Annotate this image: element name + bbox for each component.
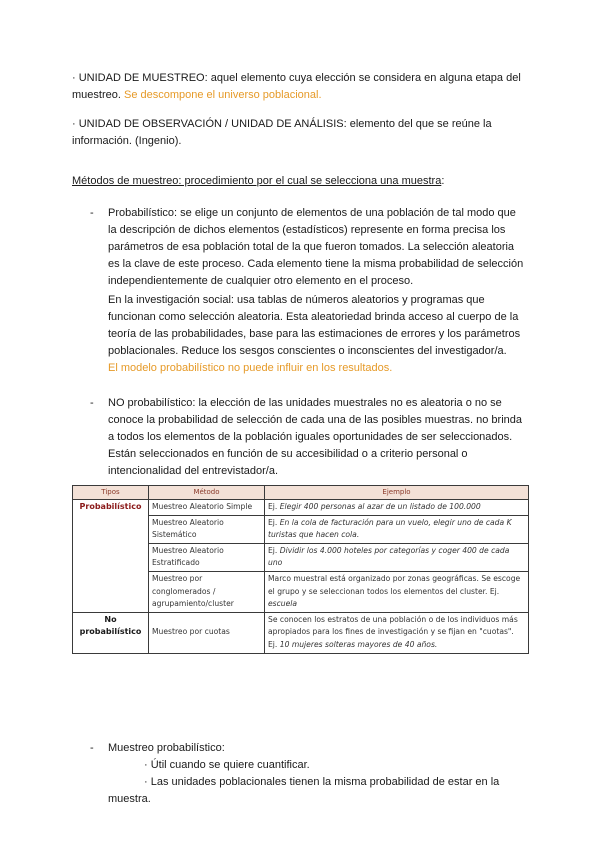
- metodos-heading: [72, 173, 444, 190]
- probabilistico-line: Probabilístico: se elige un conjunto de elementos de una población de tal modo que: [108, 207, 516, 219]
- table-row: [73, 612, 529, 653]
- bullet-dash: -: [90, 207, 94, 219]
- ej-prefix: Ej.: [268, 545, 280, 555]
- metodo-cell: [149, 571, 265, 612]
- probabilistico-paragraph: [108, 205, 523, 290]
- social-line: funcionan como selección aleatoria. Esta aleatoriedad brinda acceso al cuerpo de la: [108, 311, 519, 323]
- header-metodo: Método: [149, 486, 265, 500]
- ejemplo-line-wrap: [268, 545, 525, 558]
- ejemplo-line: el grupo y se seleccionan todos los elementos del cluster. Ej.: [268, 586, 500, 596]
- unidad-muestreo-line2: muestreo.: [72, 89, 121, 101]
- ejemplo-cell: [265, 543, 529, 571]
- no-probabilistico-line: NO probabilístico: la elección de las unidades muestrales no es aleatoria o no se: [108, 397, 502, 409]
- ejemplo-line: Dividir los 4.000 hoteles por categorías y coger 400 de cada: [279, 545, 510, 555]
- unidad-muestreo-paragraph: [72, 70, 521, 104]
- tipo-probabilistico: Probabilístico: [73, 500, 149, 613]
- metodo-cell: [149, 515, 265, 543]
- ejemplo-line: uno: [268, 558, 283, 568]
- social-line: En la investigación social: usa tablas de números aleatorios y programas que: [108, 294, 485, 306]
- header-tipos: Tipos: [73, 486, 149, 500]
- ejemplo-line: Marco muestral está organizado por zonas geográficas. Se escoge: [268, 573, 521, 583]
- social-line: poblacionales. Reduce los sesgos conscientes o inconscientes del investigador/a.: [108, 345, 507, 357]
- unidad-muestreo-line1: · UNIDAD DE MUESTREO: aquel elemento cuya elección se considera en alguna etapa del: [72, 72, 521, 84]
- ejemplo-line-wrap: [268, 517, 525, 530]
- ej-prefix: Ej.: [268, 517, 280, 527]
- metodo-line: Muestreo Aleatorio: [152, 545, 224, 555]
- unidad-muestreo-highlight: Se descompone el universo poblacional.: [123, 89, 322, 101]
- probabilistico-line: parámetros de esa población total de la que fueron tomados. La selección aleatoria: [108, 241, 515, 253]
- no-probabilistico-line: conoce la probabilidad de selección de cada una de las posibles muestras. no brinda: [108, 414, 522, 426]
- muestreo-probabilistico-item1: · Útil cuando se quiere cuantificar.: [144, 759, 310, 771]
- muestreo-probabilistico-item2-cont: muestra.: [108, 793, 151, 805]
- ejemplo-line: escuela: [268, 599, 298, 609]
- ejemplo-cell: [265, 515, 529, 543]
- metodo-cell: [149, 543, 265, 571]
- unidad-observacion-line1: · UNIDAD DE OBSERVACIÓN / UNIDAD DE ANÁLISIS: elemento del que se reúne la: [72, 118, 492, 130]
- investigacion-social-paragraph: [108, 292, 520, 377]
- metodo-line: Sistemático: [152, 530, 197, 540]
- ejemplo-cell: [265, 612, 529, 653]
- ejemplo-line: turistas que hacen cola.: [268, 530, 360, 540]
- tipo-no-probabilistico: No probabilístico: [73, 612, 149, 653]
- no-probabilistico-line: Están seleccionados en función de su accesibilidad o a criterio personal o: [108, 448, 468, 460]
- table-row: [73, 500, 529, 516]
- unidad-observacion-line2: información. (Ingenio).: [72, 135, 182, 147]
- ejemplo-line: Se conocen los estratos de una población o de los individuos más: [268, 614, 518, 624]
- unidad-muestreo-line2-wrap: [72, 87, 521, 104]
- social-line: teoría de las probabilidades, base para las estimaciones de errores y los parámetros: [108, 328, 521, 340]
- ejemplo-line: En la cola de facturación para un vuelo, elegir uno de cada K: [279, 517, 512, 527]
- ejemplo-text: Elegir 400 personas al azar de un listado de 100.000: [279, 502, 481, 511]
- ejemplo-line-wrap: [268, 639, 525, 652]
- metodo-line: Muestreo Aleatorio: [152, 517, 224, 527]
- metodos-heading-suffix: :: [441, 175, 445, 187]
- no-probabilistico-line: intencionalidad del entrevistador/a.: [108, 465, 279, 477]
- probabilistico-line: es la clave de este proceso. Cada elemento tiene la misma probabilidad de selección: [108, 258, 524, 270]
- metodo-line: Estratificado: [152, 558, 200, 568]
- ejemplo-line: 10 mujeres solteras mayores de 40 años.: [279, 639, 438, 649]
- metodo-cell: Muestreo Aleatorio Simple: [149, 500, 265, 516]
- ej-prefix: Ej.: [268, 639, 280, 649]
- metodo-line: conglomerados /: [152, 586, 216, 596]
- unidad-observacion-paragraph: [72, 116, 492, 150]
- metodo-line: Muestreo por: [152, 573, 203, 583]
- metodos-heading-text: Métodos de muestreo: procedimiento por el cual se selecciona una muestra: [72, 175, 442, 187]
- muestreo-probabilistico-title: Muestreo probabilístico:: [108, 742, 225, 754]
- ejemplo-cell: [265, 571, 529, 612]
- probabilistico-line: la descripción de dichos elementos (estadísticos) represente en forma precisa los: [108, 224, 506, 236]
- bullet-dash: -: [90, 397, 94, 409]
- sampling-methods-table: [72, 485, 529, 654]
- muestreo-probabilistico-item2: · Las unidades poblacionales tienen la misma probabilidad de estar en la: [144, 776, 500, 788]
- metodo-cell: Muestreo por cuotas: [149, 612, 265, 653]
- metodo-line: agrupamiento/cluster: [152, 599, 234, 609]
- no-probabilistico-line: a todos los elementos de la población iguales oportunidades de ser seleccionados.: [108, 431, 513, 443]
- table-header-row: [73, 486, 529, 500]
- no-probabilistico-paragraph: [108, 395, 522, 480]
- probabilistico-highlight: El modelo probabilístico no puede influir en los resultados.: [108, 362, 393, 374]
- ejemplo-cell: [265, 500, 529, 516]
- probabilistico-line: independientemente de cualquier otro elemento en el proceso.: [108, 275, 414, 287]
- ej-prefix: Ej.: [268, 502, 280, 511]
- bullet-dash: -: [90, 742, 94, 754]
- header-ejemplo: Ejemplo: [265, 486, 529, 500]
- ejemplo-line: apropiados para los fines de investigación y se fijan en "cuotas".: [268, 627, 514, 637]
